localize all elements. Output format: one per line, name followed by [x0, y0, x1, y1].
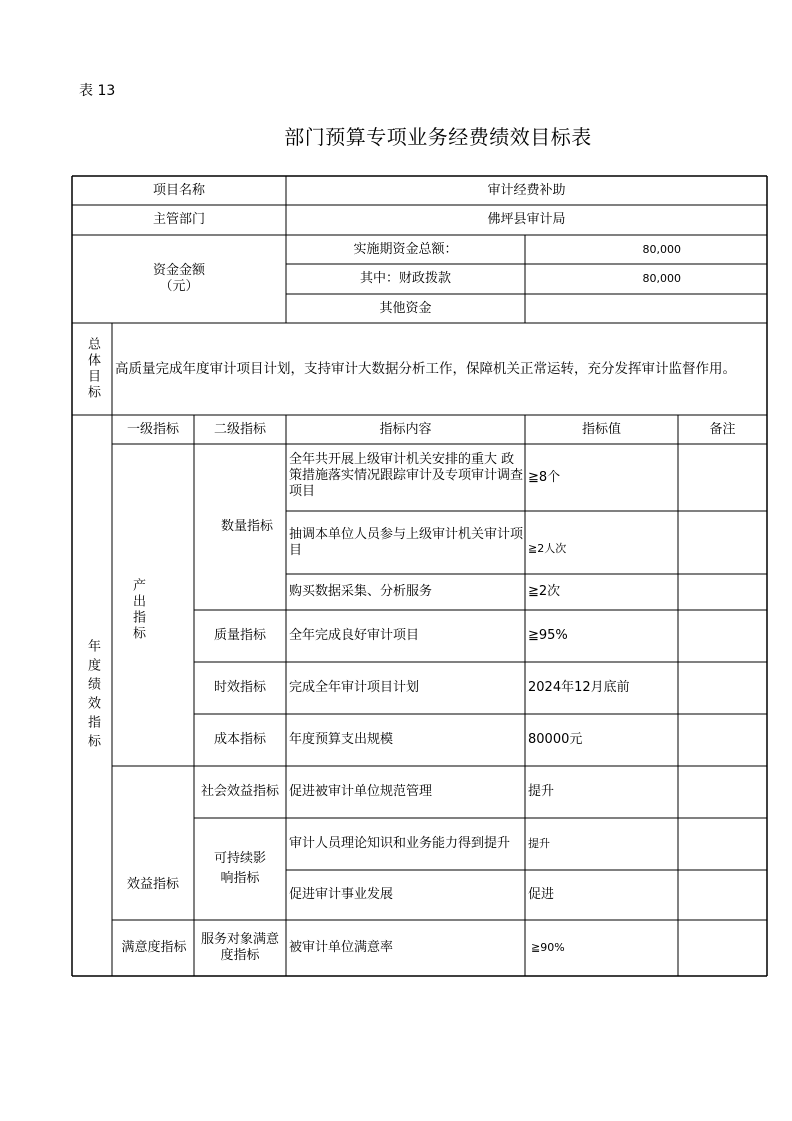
table-row-value: ≧8个 — [528, 469, 561, 485]
table-row-content: 抽调本单位人员参与上级审计机关审计项目 — [289, 526, 524, 558]
table-row-value: ≧2人次 — [528, 541, 567, 555]
dept-label: 主管部门 — [152, 212, 205, 227]
funds-fiscal-label: 其中：财政拨款 — [359, 271, 451, 286]
table-row-value: ≧95% — [528, 628, 568, 643]
funds-other-label: 其他资金 — [379, 300, 432, 316]
satisfaction-indicator-label: 满意度指标 — [121, 940, 187, 955]
quality-indicator-label: 质量指标 — [213, 628, 266, 643]
table-row-content: 被审计单位满意率 — [289, 940, 394, 955]
benefit-indicator-label: 效益指标 — [126, 877, 179, 892]
table-row-content: 促进被审计单位规范管理 — [289, 784, 433, 799]
header-content: 指标内容 — [379, 421, 432, 437]
funds-total-label: 实施期资金总额： — [353, 241, 458, 257]
table-row-value: ≧2次 — [528, 584, 561, 599]
table-row-value: 提升 — [528, 837, 550, 850]
table-row-content: 年度预算支出规模 — [289, 732, 394, 747]
header-value: 指标值 — [581, 421, 621, 437]
table-row-value: 80000元 — [528, 732, 583, 747]
page-title: 部门预算专项业务经费绩效目标表 — [284, 125, 592, 149]
output-indicator-label: 产出指标 — [130, 578, 145, 642]
header-level1: 一级指标 — [126, 421, 179, 437]
funds-label-line1: 资金金额 — [152, 263, 205, 278]
indicators-section-label: 年度绩效指标 — [85, 638, 100, 753]
table-row-content: 全年完成良好审计项目 — [289, 628, 420, 643]
funds-label-line2: （元） — [159, 279, 199, 294]
table-row-content: 全年共开展上级审计机关安排的重大 政策措施落实情况跟踪审计及专项审计调查项目 — [289, 452, 524, 499]
social-benefit-label: 社会效益指标 — [200, 784, 279, 799]
project-name-label: 项目名称 — [152, 182, 205, 198]
table-row-value: 2024年12月底前 — [528, 680, 630, 695]
table-row-value: 促进 — [528, 887, 555, 902]
quantity-indicator-label: 数量指标 — [220, 519, 273, 534]
funds-fiscal-value: 80,000 — [642, 272, 681, 285]
sustainable-impact-label: 可持续影响指标 — [213, 851, 266, 886]
table-row-value: ≧90% — [531, 941, 565, 954]
header-note: 备注 — [709, 421, 736, 437]
table-row-value: 提升 — [528, 784, 555, 799]
cost-indicator-label: 成本指标 — [213, 732, 266, 747]
table-number: 表 13 — [79, 83, 116, 99]
project-name-value: 审计经费补助 — [487, 182, 566, 198]
timeliness-indicator-label: 时效指标 — [213, 680, 266, 695]
table-row-content: 促进审计事业发展 — [289, 887, 394, 902]
table-row-content: 审计人员理论知识和业务能力得到提升 — [289, 836, 511, 851]
funds-total-value: 80,000 — [642, 242, 681, 256]
goal-text: 高质量完成年度审计项目计划，支持审计大数据分析工作，保障机关正常运转，充分发挥审计监督作用。 — [115, 361, 736, 377]
dept-value: 佛坪县审计局 — [487, 212, 566, 227]
goal-label: 总体目标 — [85, 337, 100, 401]
table-row-content: 完成全年审计项目计划 — [289, 680, 420, 695]
funds-label — [72, 235, 286, 323]
header-level2: 二级指标 — [213, 421, 266, 437]
service-satisfaction-label: 服务对象满意度指标 — [200, 932, 279, 963]
funds-other-value — [525, 294, 767, 323]
table-row-content: 购买数据采集、分析服务 — [289, 584, 433, 599]
